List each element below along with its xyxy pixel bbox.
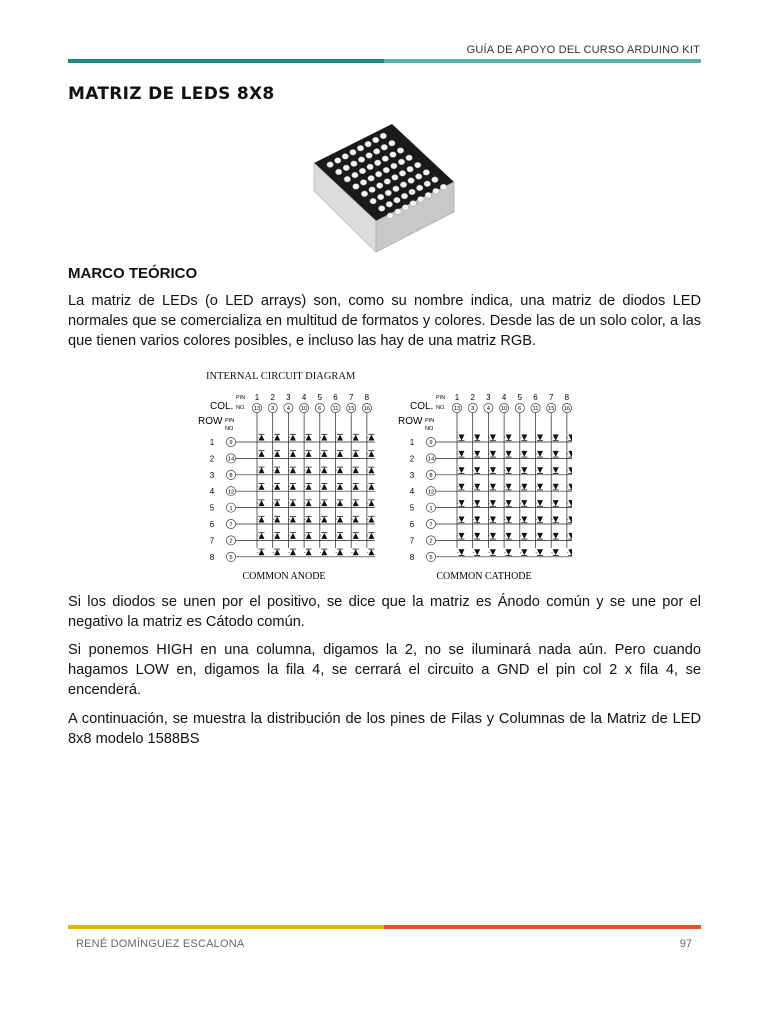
led-dot [360,180,367,186]
led-dot [351,161,358,167]
diode [459,549,465,555]
col-number: 8 [564,393,570,402]
led-dot [416,185,423,191]
col-number: 5 [517,393,523,402]
diode [259,435,265,441]
diode [306,533,312,539]
diode [459,484,465,490]
diode [321,533,327,539]
row-pin-number: 7 [229,522,233,529]
diode [306,435,312,441]
led-dot [424,181,431,187]
diode [353,435,359,441]
diode [290,451,296,457]
led-dot [366,153,373,159]
col-pin-number: 4 [486,406,491,413]
diode [537,467,543,473]
diode [353,549,359,555]
diode [321,451,327,457]
running-header: GUÍA DE APOYO DEL CURSO ARDUINO KIT [466,44,700,56]
led-dot [399,170,406,176]
diode [368,435,374,441]
led-dot [417,196,424,202]
diode [368,533,374,539]
row-number: 3 [409,470,415,480]
diode [353,451,359,457]
led-dot [414,162,421,168]
led-dot [397,148,404,154]
led-dot [408,178,415,184]
diode [568,500,572,506]
diode [290,517,296,523]
page-title: MATRIZ DE LEDS 8X8 [68,84,275,104]
diode [259,467,265,473]
row-no-label: NO. [225,426,235,432]
diode [474,500,480,506]
diode [490,500,496,506]
diode [506,451,512,457]
paragraph-high-low: Si ponemos HIGH en una columna, digamos la 2, no se iluminará nada aún. Pero cuando hagamos LOW en, digamos la fila 4, se cerrará el circuito a GND el pin col 2 x fila 4, se encenderá. [68,642,701,698]
col-label: COL. [210,401,234,412]
col-number: 3 [486,393,491,402]
row-number: 2 [409,454,415,464]
row-pin-number: 12 [227,489,235,496]
led-dot [357,145,364,151]
diode [290,467,296,473]
diode [553,435,559,441]
col-number: 4 [301,393,307,402]
led-dot [440,184,447,190]
led-dot [390,152,397,158]
col-number: 7 [348,393,354,402]
row-pin-number: 1 [429,505,433,512]
diode [459,533,465,539]
diode [290,484,296,490]
col-pin-number: 6 [318,406,322,413]
led-dot [385,190,392,196]
col-pin-number: 10 [500,406,508,413]
diode [506,500,512,506]
section-title: MARCO TEÓRICO [68,265,198,282]
led-dot [343,165,350,171]
diode [490,467,496,473]
led-dot [386,201,393,207]
col-number: 3 [286,393,291,402]
led-dot [401,193,408,199]
led-dot [378,206,385,212]
diode [353,484,359,490]
diode [274,549,280,555]
row-pin-number: 5 [229,555,233,561]
internal-circuit-diagram [196,364,572,584]
diode [568,517,572,523]
row-pin-number: 12 [427,489,435,496]
led-dot [382,156,389,162]
diode [459,435,465,441]
diode [459,517,465,523]
diode [553,451,559,457]
diode [306,500,312,506]
led-dot [406,155,413,161]
diode [259,500,265,506]
diode [274,500,280,506]
diode [568,467,572,473]
diagram-title: INTERNAL CIRCUIT DIAGRAM [206,371,356,382]
diode [337,451,343,457]
diode [290,533,296,539]
diode [521,467,527,473]
led-dot [352,172,359,178]
diode [553,467,559,473]
diode [353,517,359,523]
led-dot [369,187,376,193]
diode [474,451,480,457]
diode [321,549,327,555]
paragraph-intro: La matriz de LEDs (o LED arrays) son, como su nombre indica, una matriz de diodos LED normales que se comercializa en multitud de formatos y colores. Desde las de un solo color, a las que tienen varios colores posibles, e incluso las hay de una matriz RGB. [68,293,701,349]
diode [290,435,296,441]
paragraph-pin-distribution: A continuación, se muestra la distribución de los pines de Filas y Columnas de la Matriz de LED 8x8 modelo 1588BS [68,711,701,747]
diode [306,451,312,457]
led-dot [367,164,374,170]
led-dot [383,167,390,173]
row-number: 7 [209,536,215,546]
footer-author: RENÉ DOMÍNGUEZ ESCALONA [76,938,245,950]
diode [274,435,280,441]
row-no-label: NO. [425,426,435,432]
led-dot [373,149,380,155]
led-dot [384,179,391,185]
diode [337,533,343,539]
col-number: 6 [533,393,538,402]
diode [274,533,280,539]
led-dot [425,192,432,198]
diode [553,549,559,555]
diode [474,435,480,441]
diode [368,484,374,490]
diode [521,549,527,555]
led-dot [415,174,422,180]
col-number: 2 [470,393,475,402]
diode [368,451,374,457]
row-number: 6 [209,520,215,529]
row-number: 5 [209,503,215,513]
col-pin-number: 16 [363,406,371,413]
diode [537,549,543,555]
diode [490,435,496,441]
diode [274,451,280,457]
diode [368,500,374,506]
diode [353,500,359,506]
row-pin-number: 1 [229,505,233,512]
diode [353,467,359,473]
col-number: 4 [501,393,507,402]
diode [474,549,480,555]
row-pin-number: 8 [429,473,433,479]
led-dot [334,158,341,164]
col-pin-label: PIN [236,395,246,401]
col-no-label: NO. [236,405,246,411]
footer-rule [68,925,701,929]
diode [368,467,374,473]
diode [568,549,572,555]
diode [368,517,374,523]
diode [521,451,527,457]
diode [521,435,527,441]
row-number: 1 [209,438,215,447]
col-number: 6 [333,393,338,402]
diode [490,451,496,457]
row-pin-number: 2 [229,538,233,545]
col-pin-number: 10 [300,406,308,413]
common-cathode-caption: COMMON CATHODE [436,571,532,582]
row-number: 4 [409,487,415,497]
diode [321,517,327,523]
diode [537,435,543,441]
diode [474,467,480,473]
row-number: 2 [209,454,215,464]
diode [459,500,465,506]
led-dot [391,163,398,169]
diode [553,484,559,490]
led-dot [395,209,402,215]
col-label: COL. [410,401,434,412]
diode [474,484,480,490]
col-pin-number: 13 [453,406,461,413]
col-no-label: NO. [436,405,446,411]
diode [506,435,512,441]
diode [353,533,359,539]
diode [490,549,496,555]
led-dot [376,183,383,189]
row-number: 8 [209,552,215,562]
col-pin-number: 6 [518,406,522,413]
led-dot [423,170,430,176]
diode [306,484,312,490]
diode [337,484,343,490]
diode [490,533,496,539]
diode [506,484,512,490]
row-pin-number: 7 [429,522,433,529]
led-dot [407,166,414,172]
diode [506,549,512,555]
diode [521,517,527,523]
col-pin-number: 11 [532,406,539,413]
led-dot [335,169,342,175]
col-pin-number: 4 [286,406,291,413]
led-dot [400,182,407,188]
col-number: 5 [317,393,323,402]
row-number: 6 [409,520,415,529]
diode [337,435,343,441]
led-dot [377,194,384,200]
diode [259,451,265,457]
diode [321,484,327,490]
led-dot [361,191,368,197]
led-dot [370,198,377,204]
diode [259,533,265,539]
led-dot [387,213,394,219]
led-dot [410,201,417,207]
diode [553,500,559,506]
col-number: 2 [270,393,275,402]
diode [553,533,559,539]
diode [521,484,527,490]
row-pin-number: 5 [429,555,433,561]
led-dot [350,149,357,155]
header-rule [68,59,701,63]
led-dot [393,186,400,192]
led-dot [342,154,349,160]
led-dot [398,159,405,165]
diode [506,517,512,523]
led-dot [372,137,379,143]
diode [306,517,312,523]
diode [537,517,543,523]
diode [521,533,527,539]
diode [321,500,327,506]
row-number: 3 [209,470,215,480]
diode [259,484,265,490]
col-number: 1 [254,393,260,402]
col-pin-number: 3 [271,406,275,413]
diode [553,517,559,523]
diode [568,435,572,441]
diode [290,549,296,555]
col-pin-label: PIN [436,395,446,401]
led-dot [365,141,372,147]
led-dot [344,176,351,182]
col-number: 7 [548,393,554,402]
diode [337,467,343,473]
diode [459,467,465,473]
led-dot [432,177,439,183]
row-number: 8 [409,552,415,562]
diode [474,533,480,539]
led-dot [359,168,366,174]
common-cathode-panel [398,393,572,582]
led-dot [380,133,387,139]
led-dot [394,197,401,203]
col-number: 8 [364,393,370,402]
diode [321,435,327,441]
diode [259,549,265,555]
common-anode-panel [198,393,375,582]
diode [537,533,543,539]
diode [521,500,527,506]
led-dot [327,162,334,168]
row-number: 7 [409,536,415,546]
row-number: 1 [409,438,415,447]
col-pin-number: 13 [253,406,261,413]
led-dot [389,140,396,146]
row-pin-label: PIN [425,418,435,424]
diode [537,500,543,506]
diode [506,533,512,539]
col-pin-number: 11 [332,406,339,413]
row-pin-number: 8 [229,473,233,479]
page-number: 97 [679,938,692,950]
row-pin-label: PIN [225,418,235,424]
row-pin-number: 9 [429,440,433,447]
led-dot [374,160,381,166]
diode [537,484,543,490]
diode [274,484,280,490]
led-dot [433,188,440,194]
led-dot [409,189,416,195]
col-pin-number: 3 [471,406,475,413]
diode [368,549,374,555]
led-dot [368,175,375,181]
led-dot [353,184,360,190]
col-number: 1 [454,393,460,402]
diode [274,517,280,523]
row-number: 4 [209,487,215,497]
diode [474,517,480,523]
led-dot [358,157,365,163]
led-dot [375,171,382,177]
diode [568,533,572,539]
diode [337,549,343,555]
diode [490,484,496,490]
diode [337,500,343,506]
col-pin-number: 15 [547,406,555,413]
row-number: 5 [409,503,415,513]
paragraph-anode-cathode: Si los diodos se unen por el positivo, se dice que la matriz es Ánodo común y se une por el negativo la matriz es Cátodo común. [68,594,701,630]
diode [306,467,312,473]
diode [259,517,265,523]
diode [568,484,572,490]
row-label: ROW [398,416,423,427]
diode [459,451,465,457]
diode [290,500,296,506]
diode [568,451,572,457]
diode [337,517,343,523]
diode [321,467,327,473]
diode [274,467,280,473]
led-dot [392,175,399,181]
diode [506,467,512,473]
common-anode-caption: COMMON ANODE [242,571,326,582]
led-matrix-photo [308,118,458,258]
led-dot [381,144,388,150]
led-dot [402,205,409,211]
row-pin-number: 14 [427,456,435,463]
row-pin-number: 2 [429,538,433,545]
diode [537,451,543,457]
row-label: ROW [198,416,223,427]
row-pin-number: 14 [227,456,235,463]
row-pin-number: 9 [229,440,233,447]
diode [306,549,312,555]
col-pin-number: 15 [347,406,355,413]
diode [490,517,496,523]
col-pin-number: 16 [563,406,571,413]
